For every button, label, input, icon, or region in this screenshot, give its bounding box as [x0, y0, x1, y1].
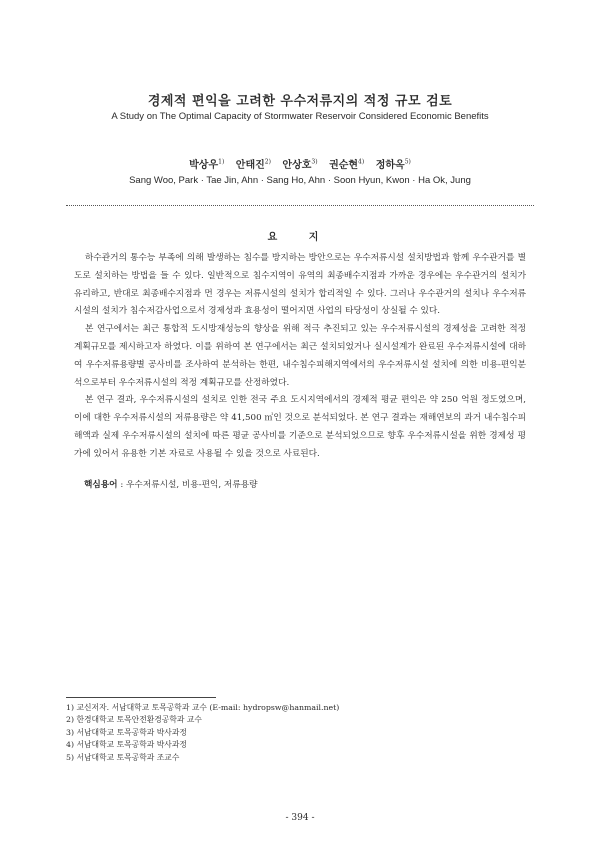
- footnote: 5) 서남대학교 토목공학과 조교수: [66, 752, 180, 762]
- abstract-paragraph: 본 연구 결과, 우수저류시설의 설치로 인한 전국 주요 도시지역에서의 경제적 평균 편익은 약 250 억원 정도였으며, 이에 대한 우수저류시설의 저류용량은 약 41,500 ㎥인 것으로 분석되었다. 본 연구 결과는 재해연보의 과거 내수침수피해액과 실제 우수저류시설의 설치에 따른 평균 공사비를 기준으로 분석되었으므로 향후 우수저류시설을 위한 경제성 평가에 있어서 유용한 기본 자료로 사용될 수 있을 것으로 사료된다.: [74, 395, 526, 459]
- author: [282, 160, 317, 171]
- footnote: 2) 한경대학교 토목안전환경공학과 교수: [66, 715, 202, 725]
- author: [376, 160, 411, 171]
- footnote-rule: [66, 697, 216, 698]
- abstract-body: [74, 250, 526, 464]
- author-mark: 3): [311, 158, 318, 166]
- author-name: 정하옥: [375, 160, 405, 171]
- keywords: [84, 478, 258, 490]
- abstract-paragraph: 본 연구에서는 최근 통합적 도시방재성능의 향상을 위해 적극 추진되고 있는 우수저류시설의 경제성을 고려한 적정 계획규모를 제시하고자 하였다. 이를 위하여 본 연구에서는 최근 설치되었거나 실시설계가 완료된 우수저류시설에 대하여 우수저류용량별 공사비를 조사하여 분석하는 한편, 내수침수피해지역에서의 우수저류시설 설치에 의한 비용-편익분석으로부터 우수저류시설의 적정 계획규모를 산정하였다.: [74, 324, 526, 388]
- author-mark: 4): [358, 158, 365, 166]
- page-number: - 394 -: [285, 813, 315, 823]
- author-name: 안상호: [282, 160, 312, 171]
- footnote: 3) 서남대학교 토목공학과 박사과정: [66, 727, 187, 737]
- footnote: 1) 교신저자. 서남대학교 토목공학과 교수 (E-mail: hydropsw@hanmail.net): [66, 703, 340, 712]
- author: [329, 160, 364, 171]
- footnotes: [66, 702, 339, 764]
- author-mark: 2): [264, 158, 271, 166]
- author-name: 권순현: [329, 160, 359, 171]
- abstract-paragraph: 하수관거의 통수능 부족에 의해 발생하는 침수를 방지하는 방안으로는 우수저류시설 설치방법과 함께 우수관거를 별도로 설치하는 방법을 들 수 있다. 일반적으로 침수지역이 유역의 최종배수지점과 가까운 경우에는 우수관거의 설치가 유리하고, 반대로 최종배수지점과 먼 경우는 저류시설의 설치가 합리적일 수 있다. 그러나 우수관거의 설치나 우수저류시설의 설치가 침수저감사업으로서 경제성과 효용성이 떨어지면 사업의 타당성이 상실될 수 있다.: [74, 253, 526, 317]
- author-name: 안태진: [235, 160, 265, 171]
- abstract-heading: 요 지: [267, 232, 333, 243]
- keywords-text: : 우수저류시설, 비용-편익, 저류용량: [120, 480, 258, 490]
- footnote: 4) 서남대학교 토목공학과 박사과정: [66, 740, 187, 750]
- author-mark: 5): [404, 158, 411, 166]
- author: [189, 160, 224, 171]
- keywords-label: 핵심용어: [84, 479, 118, 489]
- authors-korean: [0, 156, 600, 171]
- authors-english: Sang Woo, Park · Tae Jin, Ahn · Sang Ho, Ahn · Soon Hyun, Kwon · Ha Ok, Jung: [129, 175, 471, 186]
- title-english: A Study on The Optimal Capacity of Stormwater Reservoir Considered Economic Benefits: [111, 111, 489, 122]
- author-mark: 1): [218, 158, 225, 166]
- title-korean: 경제적 편익을 고려한 우수저류지의 적정 규모 검토: [147, 94, 453, 109]
- header-divider: [66, 205, 534, 206]
- author-name: 박상우: [189, 160, 219, 171]
- author: [236, 160, 271, 171]
